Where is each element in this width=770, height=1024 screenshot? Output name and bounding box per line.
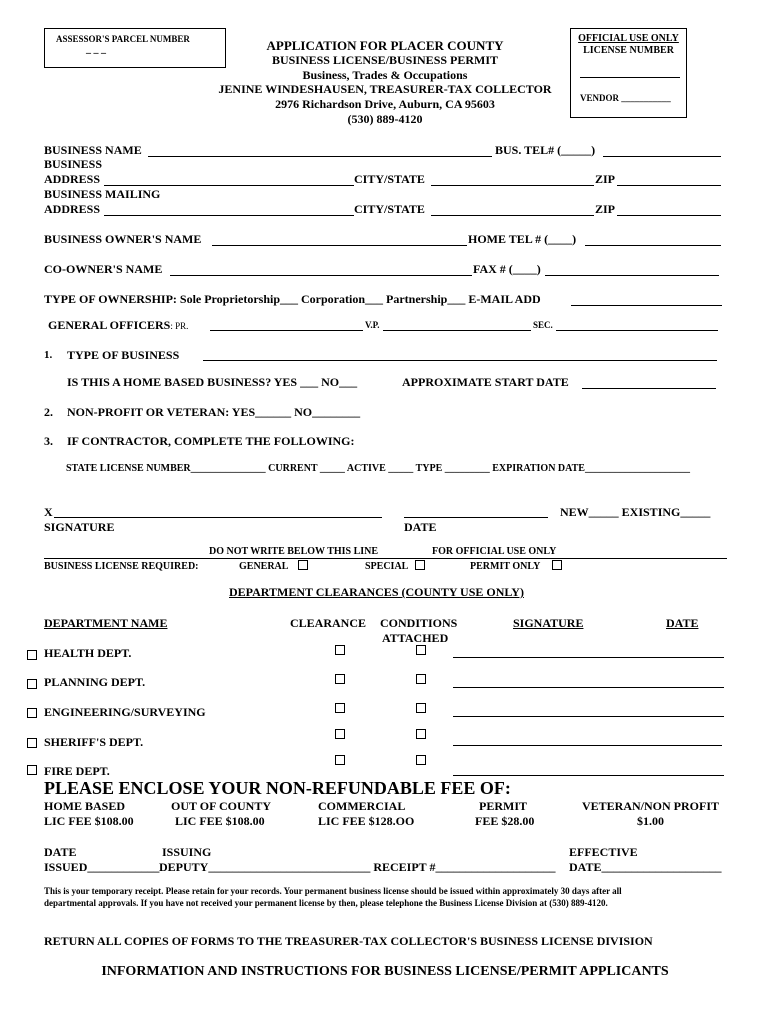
dept-row-checkbox[interactable]: [27, 708, 37, 718]
clearance-checkbox[interactable]: [335, 645, 345, 655]
pr-input[interactable]: [210, 330, 363, 331]
business-city-state-label: CITY/STATE: [354, 172, 425, 186]
signature-line[interactable]: [453, 716, 724, 717]
dept-name: PLANNING DEPT.: [44, 675, 146, 689]
business-name-label: BUSINESS NAME: [44, 143, 142, 157]
pr-label: : PR.: [170, 321, 189, 331]
fee-amount: LIC FEE $108.00: [175, 814, 265, 828]
do-not-write-label: DO NOT WRITE BELOW THIS LINE: [209, 546, 379, 557]
office-phone: (530) 889-4120: [347, 112, 423, 126]
col-conditions: CONDITIONS: [380, 616, 458, 630]
dept-name: ENGINEERING/SURVEYING: [44, 705, 206, 719]
dept-clearances-heading: DEPARTMENT CLEARANCES (COUNTY USE ONLY): [229, 585, 524, 599]
general-officers-label: [48, 318, 188, 333]
dept-row-checkbox[interactable]: [27, 679, 37, 689]
dept-name: HEALTH DEPT.: [44, 646, 132, 660]
mailing-city-state-label: CITY/STATE: [354, 202, 425, 216]
bus-tel-label: BUS. TEL# (_____): [495, 143, 596, 157]
license-number-input[interactable]: [580, 77, 680, 78]
return-copies-note: RETURN ALL COPIES OF FORMS TO THE TREASURER-TAX COLLECTOR'S BUSINESS LICENSE DIVISION: [44, 934, 653, 948]
parcel-number-input[interactable]: _ _ _: [86, 44, 106, 55]
form-subtitle: BUSINESS LICENSE/BUSINESS PERMIT: [271, 53, 499, 67]
sec-input[interactable]: [556, 330, 718, 331]
business-zip-label: ZIP: [595, 172, 616, 186]
q1-number: 1.: [44, 349, 53, 361]
col-attached: ATTACHED: [382, 631, 449, 645]
contractor-fields[interactable]: STATE LICENSE NUMBER_______________ CURRENT _____ ACTIVE _____ TYPE _________ EXPIRATION DATE_____________________: [66, 463, 690, 474]
mailing-address-input[interactable]: [104, 215, 354, 216]
contractor-heading: IF CONTRACTOR, COMPLETE THE FOLLOWING:: [67, 434, 355, 448]
coowner-name-input[interactable]: [170, 275, 472, 276]
deputy-receipt-label: DEPUTY___________________________ RECEIPT #____________________: [159, 860, 556, 874]
dept-name: FIRE DEPT.: [44, 764, 110, 778]
conditions-checkbox[interactable]: [416, 755, 426, 765]
business-zip-input[interactable]: [617, 185, 721, 186]
divider-line: [44, 558, 727, 559]
mailing-address-label: ADDRESS: [44, 202, 101, 216]
fee-name: COMMERCIAL: [318, 799, 406, 813]
fee-name: HOME BASED: [44, 799, 126, 813]
date-issued-label-1: DATE: [44, 845, 77, 859]
fee-name: VETERAN/NON PROFIT: [581, 799, 719, 813]
signature-line[interactable]: [453, 657, 724, 658]
for-official-use-label: FOR OFFICIAL USE ONLY: [432, 546, 557, 557]
fee-veteran-nonprofit: [578, 799, 723, 829]
special-checkbox[interactable]: [415, 560, 425, 570]
col-department-name: DEPARTMENT NAME: [44, 616, 168, 630]
col-clearance: CLEARANCE: [290, 616, 367, 630]
start-date-input[interactable]: [582, 388, 716, 389]
conditions-checkbox[interactable]: [416, 645, 426, 655]
fee-commercial: [318, 799, 414, 829]
clearance-checkbox[interactable]: [335, 755, 345, 765]
effective-date-field[interactable]: [569, 845, 721, 875]
form-category: Business, Trades & Occupations: [302, 68, 468, 82]
sec-label: SEC.: [533, 320, 553, 330]
issuing-deputy-field[interactable]: [159, 845, 555, 875]
clearance-checkbox[interactable]: [335, 729, 345, 739]
permit-only-checkbox[interactable]: [552, 560, 562, 570]
date-label: DATE: [404, 520, 437, 534]
type-of-business-input[interactable]: [203, 360, 717, 361]
issuing-label: ISSUING: [162, 845, 212, 859]
effective-label: EFFECTIVE: [569, 845, 638, 859]
new-existing-field[interactable]: NEW_____ EXISTING_____: [560, 505, 711, 519]
start-date-label: APPROXIMATE START DATE: [402, 375, 569, 389]
fee-amount: FEE $28.00: [475, 814, 535, 828]
receipt-note-line-1: This is your temporary receipt. Please retain for your records. Your permanent business license should be issued within approximately 30 days after all: [44, 886, 622, 896]
fee-out-of-county: [171, 799, 271, 829]
form-title: APPLICATION FOR PLACER COUNTY: [266, 38, 504, 53]
permit-only-option-label: PERMIT ONLY: [470, 561, 541, 572]
instructions-title: INFORMATION AND INSTRUCTIONS FOR BUSINESS LICENSE/PERMIT APPLICANTS: [101, 964, 669, 979]
coowner-name-label: CO-OWNER'S NAME: [44, 262, 163, 276]
business-city-state-input[interactable]: [431, 185, 594, 186]
q2-number: 2.: [44, 405, 53, 419]
date-input[interactable]: [404, 517, 548, 518]
conditions-checkbox[interactable]: [416, 703, 426, 713]
business-mailing-label: BUSINESS MAILING: [44, 187, 161, 201]
date-issued-label-2: ISSUED____________: [44, 860, 160, 874]
home-tel-input[interactable]: [585, 245, 721, 246]
receipt-note-line-2: departmental approvals. If you have not received your permanent license by then, please telephone the Business License Division at (530) 889-4120.: [44, 898, 608, 908]
business-address-label: ADDRESS: [44, 172, 101, 186]
business-name-input[interactable]: [148, 156, 492, 157]
home-tel-label: HOME TEL # (____): [468, 232, 577, 246]
owner-name-input[interactable]: [212, 245, 467, 246]
business-label: BUSINESS: [44, 157, 103, 171]
dept-row-checkbox[interactable]: [27, 765, 37, 775]
effective-date-label: DATE____________________: [569, 860, 722, 874]
signature-input[interactable]: [54, 517, 382, 518]
fee-amount: LIC FEE $128.OO: [318, 814, 415, 828]
fee-permit: [475, 799, 534, 829]
license-number-label: LICENSE NUMBER: [583, 45, 674, 56]
signature-line[interactable]: [453, 687, 724, 688]
mailing-zip-label: ZIP: [595, 202, 616, 216]
fee-amount: $1.00: [637, 814, 664, 828]
vp-label: V.P.: [365, 320, 380, 330]
general-officers-text: GENERAL OFFICERS: [48, 318, 171, 332]
fee-amount: LIC FEE $108.00: [44, 814, 134, 828]
dept-row-checkbox[interactable]: [27, 738, 37, 748]
official-use-title: OFFICIAL USE ONLY: [578, 33, 679, 44]
conditions-checkbox[interactable]: [416, 674, 426, 684]
conditions-checkbox[interactable]: [416, 729, 426, 739]
signature-line[interactable]: [453, 745, 722, 746]
fee-name: PERMIT: [479, 799, 527, 813]
dept-name: SHERIFF'S DEPT.: [44, 735, 144, 749]
license-required-label: BUSINESS LICENSE REQUIRED:: [44, 561, 199, 572]
signature-x: X: [44, 505, 53, 519]
fee-heading: PLEASE ENCLOSE YOUR NON-REFUNDABLE FEE OF:: [44, 778, 511, 798]
fee-home-based: [44, 799, 134, 829]
vp-input[interactable]: [383, 330, 531, 331]
ownership-type-label: TYPE OF OWNERSHIP: Sole Proprietorship___ Corporation___ Partnership___ E-MAIL ADD: [44, 292, 541, 306]
date-issued-field[interactable]: [44, 845, 159, 875]
mailing-zip-input[interactable]: [617, 215, 721, 216]
clearance-checkbox[interactable]: [335, 674, 345, 684]
general-option-label: GENERAL: [239, 561, 289, 572]
col-signature: SIGNATURE: [513, 616, 584, 630]
owner-name-label: BUSINESS OWNER'S NAME: [44, 232, 202, 246]
type-of-business-label: TYPE OF BUSINESS: [67, 348, 180, 362]
bus-tel-input[interactable]: [603, 156, 721, 157]
vendor-field[interactable]: VENDOR ___________: [580, 93, 671, 103]
clearance-checkbox[interactable]: [335, 703, 345, 713]
special-option-label: SPECIAL: [365, 561, 409, 572]
signature-label: SIGNATURE: [44, 520, 115, 534]
business-address-input[interactable]: [104, 185, 354, 186]
q3-number: 3.: [44, 434, 53, 448]
mailing-city-state-input[interactable]: [431, 215, 594, 216]
office-address: 2976 Richardson Drive, Auburn, CA 95603: [275, 97, 495, 111]
email-input[interactable]: [571, 305, 722, 306]
parcel-number-label: ASSESSOR'S PARCEL NUMBER: [56, 34, 190, 44]
home-based-question[interactable]: IS THIS A HOME BASED BUSINESS? YES ___ NO___: [67, 375, 358, 389]
fax-label: FAX # (____): [473, 262, 541, 276]
fax-input[interactable]: [545, 275, 719, 276]
nonprofit-veteran-question[interactable]: NON-PROFIT OR VETERAN: YES______ NO________: [67, 405, 361, 419]
general-checkbox[interactable]: [298, 560, 308, 570]
fee-name: OUT OF COUNTY: [171, 799, 272, 813]
signature-line[interactable]: [453, 775, 724, 776]
col-date: DATE: [666, 616, 699, 630]
collector-name: JENINE WINDESHAUSEN, TREASURER-TAX COLLECTOR: [218, 82, 552, 96]
dept-row-checkbox[interactable]: [27, 650, 37, 660]
